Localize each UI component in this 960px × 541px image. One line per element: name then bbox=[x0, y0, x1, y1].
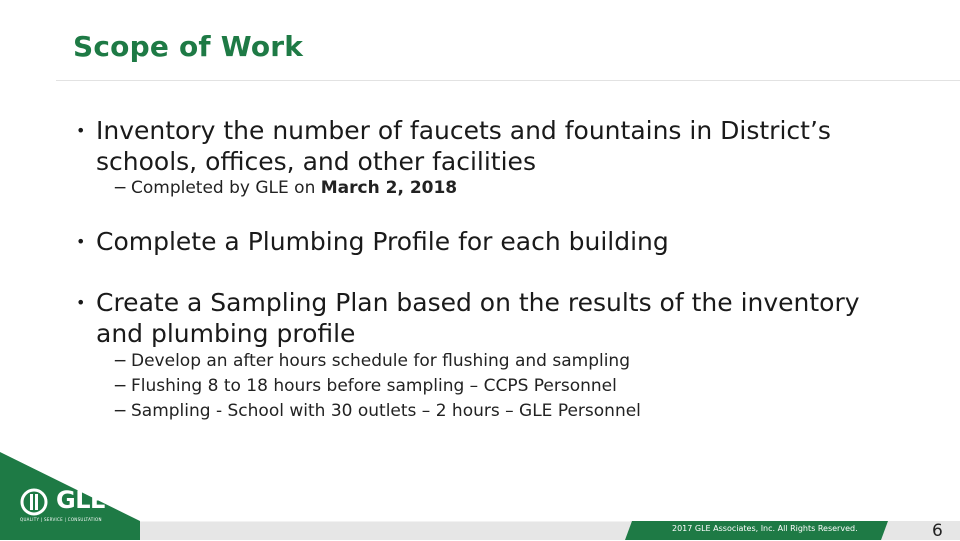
sub-bullet-text: Sampling - School with 30 outlets – 2 hours – GLE Personnel bbox=[131, 401, 641, 421]
company-logo bbox=[20, 488, 120, 528]
sub-bullet-symbol: − bbox=[113, 351, 128, 371]
bullet-text: Inventory the number of faucets and fountains in District’s schools, offices, and other facilities bbox=[96, 116, 831, 176]
copyright-text: 2017 GLE Associates, Inc. All Rights Reserved. bbox=[672, 524, 858, 533]
sub-bullet-symbol: − bbox=[113, 401, 128, 421]
bullet-symbol: • bbox=[76, 293, 86, 312]
sub-bullet-symbol: − bbox=[113, 178, 128, 198]
logo-tagline: QUALITY | SERVICE | CONSULTATION bbox=[20, 517, 102, 522]
sub-bullet-text: Completed by GLE on March 2, 2018 bbox=[131, 178, 458, 198]
bullet-symbol: • bbox=[76, 121, 86, 140]
slide-title: Scope of Work bbox=[73, 30, 304, 63]
page-number: 6 bbox=[932, 521, 943, 541]
bullet-text: Complete a Plumbing Profile for each building bbox=[96, 227, 669, 256]
bullet-text: Create a Sampling Plan based on the results of the inventory and plumbing profile bbox=[96, 288, 860, 348]
completion-date: March 2, 2018 bbox=[320, 178, 458, 198]
sub-bullet-text: Flushing 8 to 18 hours before sampling – CCPS Personnel bbox=[131, 376, 617, 396]
bullet-symbol: • bbox=[76, 232, 86, 251]
logo-mark-icon bbox=[20, 488, 52, 516]
sub-bullet-symbol: − bbox=[113, 376, 128, 396]
logo-text: GLE bbox=[56, 486, 106, 514]
sub-bullet-text: Develop an after hours schedule for flushing and sampling bbox=[131, 351, 631, 371]
